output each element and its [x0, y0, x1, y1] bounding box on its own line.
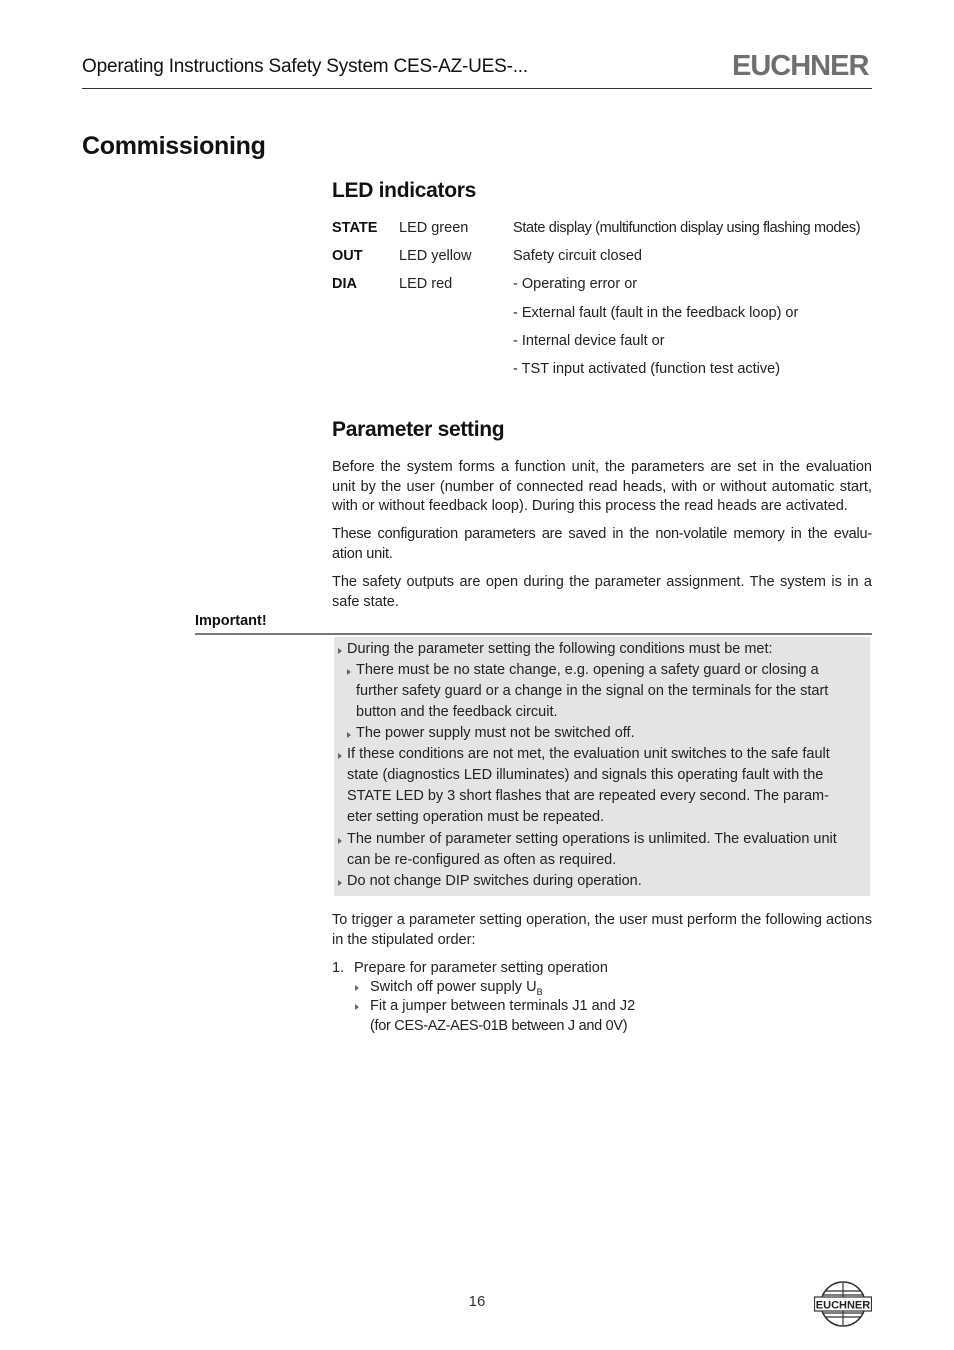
notice-line: Do not change DIP switches during operation.	[347, 873, 642, 889]
led-code: DIA	[332, 276, 357, 292]
led-row-dia	[332, 276, 877, 298]
notice-line: eter setting operation must be repeated.	[347, 809, 605, 825]
substep-text: Switch off power supply U	[370, 979, 537, 995]
page-number: 16	[468, 1293, 486, 1310]
bullet-arrow-icon	[338, 753, 342, 759]
led-color: LED green	[399, 220, 469, 236]
bullet-arrow-icon	[355, 985, 359, 991]
paragraph: The safety outputs are open during the parameter assignment. The system is in a safe state.	[332, 574, 872, 610]
bullet-arrow-icon	[338, 880, 342, 886]
led-description: State display (multifunction display using flashing modes)	[513, 220, 861, 236]
led-row-out	[332, 248, 877, 270]
notice-line: button and the feedback circuit.	[356, 704, 558, 720]
notice-line: further safety guard or a change in the signal on the terminals for the start	[356, 683, 829, 699]
important-label: Important!	[195, 613, 267, 629]
led-row-state	[332, 220, 877, 242]
paragraph: To trigger a parameter setting operation, the user must perform the following actions in the stipulated order:	[332, 912, 872, 948]
document-title: Operating Instructions Safety System CES-AZ-UES-...	[82, 56, 528, 77]
led-description: - TST input activated (function test active)	[513, 361, 781, 377]
step-substep	[370, 979, 543, 997]
bullet-arrow-icon	[347, 732, 351, 738]
led-description: - Operating error or	[513, 276, 638, 292]
paragraph: These configuration parameters are saved in the non-volatile memory in the evalu-ation unit.	[332, 526, 872, 562]
led-color: LED yellow	[399, 248, 472, 264]
subscript: B	[536, 987, 543, 997]
led-color: LED red	[399, 276, 453, 292]
step-substep: Fit a jumper between terminals J1 and J2	[370, 998, 636, 1014]
notice-line: During the parameter setting the following conditions must be met:	[347, 641, 773, 657]
led-dia-detail	[332, 333, 877, 355]
bullet-arrow-icon	[338, 838, 342, 844]
step-substep: (for CES-AZ-AES-01B between J and 0V)	[370, 1018, 628, 1034]
notice-line: state (diagnostics LED illuminates) and signals this operating fault with the	[347, 767, 824, 783]
bullet-arrow-icon	[355, 1004, 359, 1010]
header-divider	[82, 88, 872, 89]
led-dia-detail	[332, 305, 877, 327]
notice-line: The number of parameter setting operations is unlimited. The evaluation unit	[347, 831, 837, 847]
euchner-seal-logo	[814, 1280, 872, 1333]
parameter-setting-heading: Parameter setting	[332, 418, 505, 441]
led-code: OUT	[332, 248, 363, 264]
led-indicators-heading: LED indicators	[332, 179, 476, 202]
notice-line: If these conditions are not met, the evaluation unit switches to the safe fault	[347, 746, 830, 762]
section-title: Commissioning	[82, 132, 266, 160]
bullet-arrow-icon	[347, 669, 351, 675]
bullet-arrow-icon	[338, 648, 342, 654]
notice-line: The power supply must not be switched off.	[356, 725, 635, 741]
svg-text:EUCHNER: EUCHNER	[815, 1299, 871, 1312]
notice-line: STATE LED by 3 short flashes that are repeated every second. The param-	[347, 788, 829, 804]
step-title: Prepare for parameter setting operation	[354, 960, 608, 976]
notice-line: There must be no state change, e.g. opening a safety guard or closing a	[356, 662, 819, 678]
important-divider	[195, 633, 872, 635]
led-description: Safety circuit closed	[513, 248, 642, 264]
paragraph: Before the system forms a function unit, the parameters are set in the evaluation unit by the user (number of connected read heads, with or without automatic start, with or without feedback loop). During this process the read heads are activated.	[332, 459, 872, 514]
notice-line: can be re-configured as often as required.	[347, 852, 617, 868]
step-number: 1.	[332, 960, 345, 976]
led-dia-detail	[332, 361, 877, 383]
led-code: STATE	[332, 220, 378, 236]
important-notice-box	[334, 637, 870, 896]
led-description: - External fault (fault in the feedback loop) or	[513, 305, 799, 321]
euchner-logo: EUCHNER	[732, 50, 869, 82]
led-description: - Internal device fault or	[513, 333, 665, 349]
